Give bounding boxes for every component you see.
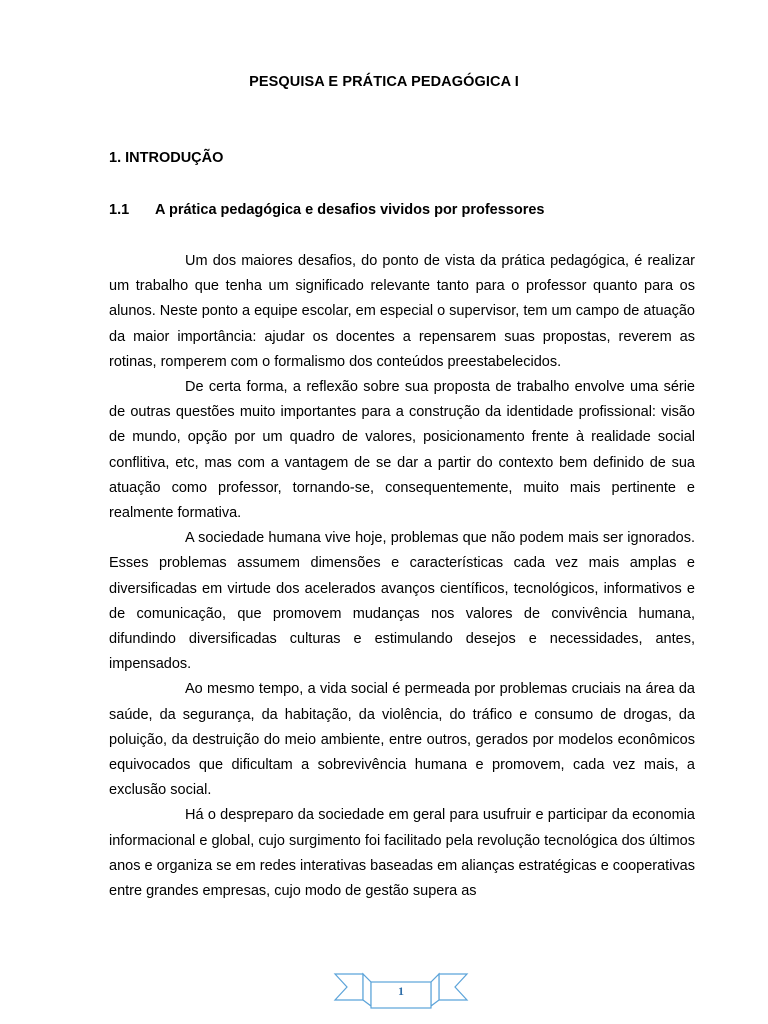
paragraph: A sociedade humana vive hoje, problemas que não podem mais ser ignorados. Esses problemas assumem dimensões e características cada vez mais amplas e diversificadas em virtude dos acelerados avanços científicos, tecnológicos, informativos e de comunicação, que promovem mudanças nos valores de convivência humana, difundindo diversificadas culturas e estimulando desejos e necessidades, antes, impensados.	[109, 530, 695, 673]
ribbon-left-end	[335, 974, 363, 1000]
body-text	[109, 249, 695, 904]
ribbon-left-fold	[363, 974, 371, 1006]
paragraph: Há o despreparo da sociedade em geral para usufruir e participar da economia informacional e global, cujo surgimento foi facilitado pela revolução tecnológica dos últimos anos e organiza se em redes interativas baseadas em alianças estratégicas e cooperativas entre grandes empresas, cujo modo de gestão supera as	[109, 807, 695, 900]
subsection-heading	[109, 202, 544, 218]
section-heading: 1. INTRODUÇÃO	[109, 150, 224, 166]
document-title: PESQUISA E PRÁTICA PEDAGÓGICA I	[249, 74, 519, 90]
paragraph: Ao mesmo tempo, a vida social é permeada por problemas cruciais na área da saúde, da segurança, da habitação, da violência, do tráfico e consumo de drogas, da poluição, da destruição do meio ambiente, entre outros, gerados por modelos econômicos equivocados que dificultam a sobrevivência humana e promovem, cada vez mais, a exclusão social.	[109, 681, 695, 799]
subsection-title: A prática pedagógica e desafios vividos por professores	[155, 202, 545, 218]
page-footer	[333, 970, 469, 1014]
ribbon-right-fold	[431, 974, 439, 1006]
paragraph: De certa forma, a reflexão sobre sua proposta de trabalho envolve uma série de outras questões muito importantes para a construção da identidade profissional: visão de mundo, opção por um quadro de valores, posicionamento frente à realidade social conflitiva, etc, mas com a vantagem de se dar a partir do contexto bem definido de sua atuação como professor, tornando-se, consequentemente, muito mais pertinente e realmente formativa.	[109, 379, 695, 522]
subsection-number: 1.1	[109, 202, 130, 218]
page-number: 1	[398, 984, 404, 998]
ribbon-right-end	[439, 974, 467, 1000]
paragraph: Um dos maiores desafios, do ponto de vista da prática pedagógica, é realizar um trabalho que tenha um significado relevante tanto para o professor quanto para os alunos. Neste ponto a equipe escolar, em especial o supervisor, tem um campo de atuação da maior importância: ajudar os docentes a repensarem suas propostas, reverem as rotinas, romperem com o formalismo dos conteúdos preestabelecidos.	[109, 253, 695, 370]
